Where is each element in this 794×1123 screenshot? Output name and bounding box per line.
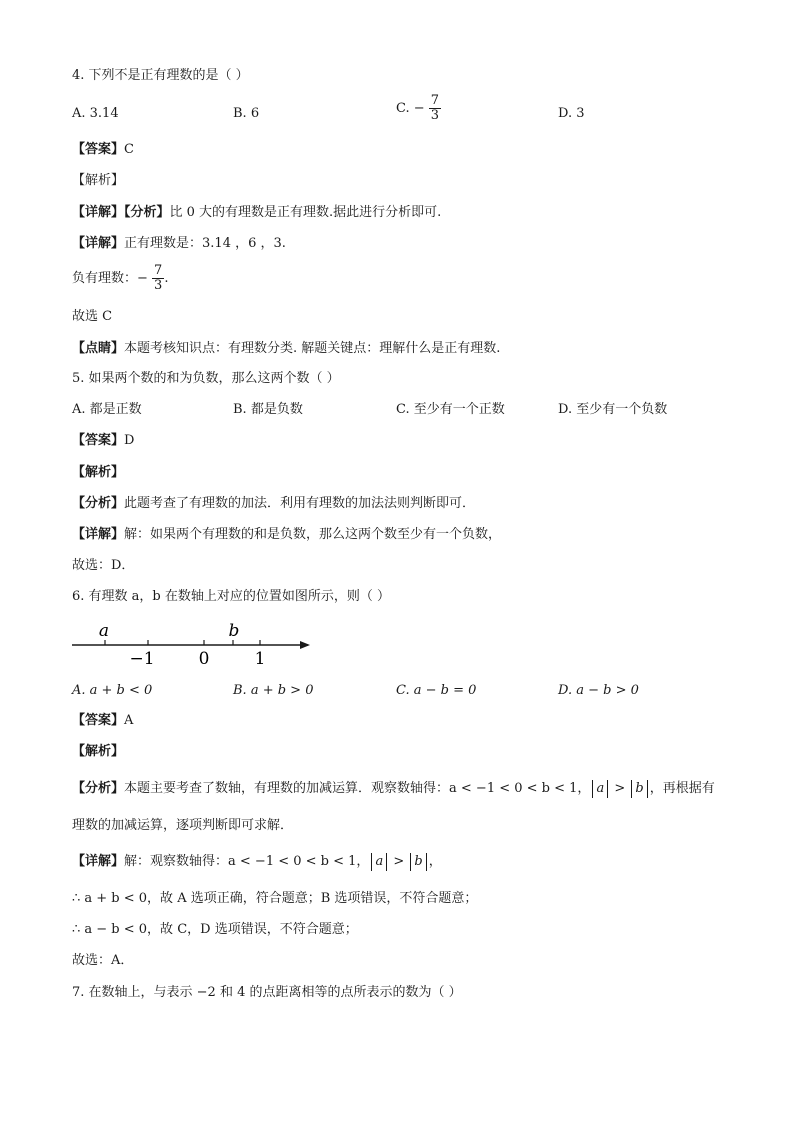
detail-text: 正有理数是：3.14 ，6 ，3. xyxy=(124,236,286,251)
q6-stem: 6. 有理数 a，b 在数轴上对应的位置如图所示，则（ ） xyxy=(72,589,391,604)
q6-option-a: A. a + b < 0 xyxy=(72,683,153,698)
q4-comment xyxy=(72,341,500,357)
q5-option-b: B. 都是负数 xyxy=(233,402,303,417)
detail-tag: 【详解】 xyxy=(72,854,125,869)
q5-analysis xyxy=(72,496,475,512)
answer-tag: 【答案】 xyxy=(72,433,125,448)
greater-than: > xyxy=(610,781,630,796)
q4-option-c-prefix: C. − xyxy=(396,101,425,116)
comment-text: 本题考核知识点：有理数分类. 解题关键点：理解什么是正有理数. xyxy=(124,341,501,356)
detail-text-a: 解：观察数轴得：a < −1 < 0 < b < 1， xyxy=(124,854,370,869)
q4-option-a: A. 3.14 xyxy=(72,106,119,121)
q4-detail-2 xyxy=(72,236,286,252)
answer-value: D xyxy=(124,433,135,448)
negative-fraction xyxy=(152,264,164,293)
q7-stem: 7. 在数轴上，与表示 −2 和 4 的点距离相等的点所表示的数为（ ） xyxy=(72,985,462,1000)
q5-conclusion: 故选：D． xyxy=(72,558,135,573)
comment-tag: 【点睛】 xyxy=(72,341,125,356)
analysis-tag: 【分析】 xyxy=(72,496,125,511)
answer-tag: 【答案】 xyxy=(72,713,125,728)
detail-tag: 【详解】 xyxy=(72,236,125,251)
analysis-tag: 【分析】 xyxy=(72,781,125,796)
negative-prefix: 负有理数：− xyxy=(72,271,148,286)
answer-value: C xyxy=(124,142,134,157)
q4-analysis-tag: 【解析】 xyxy=(72,173,125,188)
detail-text: 比 0 大的有理数是正有理数.据此进行分析即可. xyxy=(169,205,442,220)
abs-b: b xyxy=(631,780,647,798)
q5-option-c: C. 至少有一个正数 xyxy=(396,402,505,417)
fraction-denominator: 3 xyxy=(430,108,440,123)
q4-option-c xyxy=(396,94,441,123)
q6-option-d: D. a − b > 0 xyxy=(558,683,639,698)
q6-answer xyxy=(72,713,133,729)
number-line xyxy=(72,620,322,670)
q6-step-1: ∴ a + b < 0，故 A 选项正确，符合题意；B 选项错误，不符合题意； xyxy=(72,891,478,906)
q4-option-d: D. 3 xyxy=(558,106,585,121)
fraction-numerator: 7 xyxy=(154,263,163,278)
q5-analysis-tag: 【解析】 xyxy=(72,465,125,480)
q6-step-2: ∴ a − b < 0，故 C，D 选项错误，不符合题意； xyxy=(72,922,358,937)
q6-analysis-tag: 【解析】 xyxy=(72,744,125,759)
q4-conclusion: 故选 C xyxy=(72,309,113,324)
q4-stem: 4. 下列不是正有理数的是（ ） xyxy=(72,68,249,83)
greater-than: > xyxy=(389,854,409,869)
analysis-text-b: ，再根据有 xyxy=(649,781,715,796)
q4-detail-1 xyxy=(72,205,441,221)
number-line-arrow xyxy=(300,641,310,649)
detail-text: 解：如果两个有理数的和是负数，那么这两个数至少有一个负数， xyxy=(124,527,502,542)
q6-analysis-line-2: 理数的加减运算，逐项判断即可求解． xyxy=(72,818,294,833)
answer-value: A xyxy=(124,713,134,728)
q5-answer xyxy=(72,433,134,449)
q6-analysis-line-1 xyxy=(72,780,715,798)
q4-negative-line xyxy=(72,264,168,293)
q6-option-b: B. a + b > 0 xyxy=(233,683,314,698)
q5-option-d: D. 至少有一个负数 xyxy=(558,402,668,417)
analysis-text: 此题考查了有理数的加法．利用有理数的加法法则判断即可． xyxy=(124,496,476,511)
detail-tag: 【详解】 xyxy=(72,527,125,542)
abs-b: b xyxy=(410,853,426,871)
q6-conclusion: 故选：A． xyxy=(72,953,134,968)
q4-option-b: B. 6 xyxy=(233,106,260,121)
abs-a: a xyxy=(592,780,608,798)
q5-stem: 5. 如果两个数的和为负数，那么这两个数（ ） xyxy=(72,371,340,386)
negative-suffix: . xyxy=(164,271,169,286)
answer-tag: 【答案】 xyxy=(72,142,125,157)
fraction-numerator: 7 xyxy=(430,93,440,108)
q6-detail xyxy=(72,853,442,871)
q4-option-c-fraction xyxy=(429,94,441,123)
analysis-text-a: 本题主要考查了数轴，有理数的加减运算．观察数轴得：a < −1 < 0 < b < 1， xyxy=(124,781,591,796)
abs-a: a xyxy=(371,853,387,871)
label-b: b xyxy=(228,621,240,641)
q4-answer xyxy=(72,142,134,158)
label-0: 0 xyxy=(198,649,210,669)
detail-text-b: ， xyxy=(428,854,442,869)
detail-tag: 【详解】【分析】 xyxy=(72,205,170,220)
q5-option-a: A. 都是正数 xyxy=(72,402,142,417)
fraction-denominator: 3 xyxy=(154,278,163,293)
label-1: 1 xyxy=(254,649,266,669)
label-a: a xyxy=(98,621,110,641)
q5-detail xyxy=(72,527,501,543)
label-minus-1: −1 xyxy=(129,649,155,669)
q6-option-c: C. a − b = 0 xyxy=(396,683,477,698)
